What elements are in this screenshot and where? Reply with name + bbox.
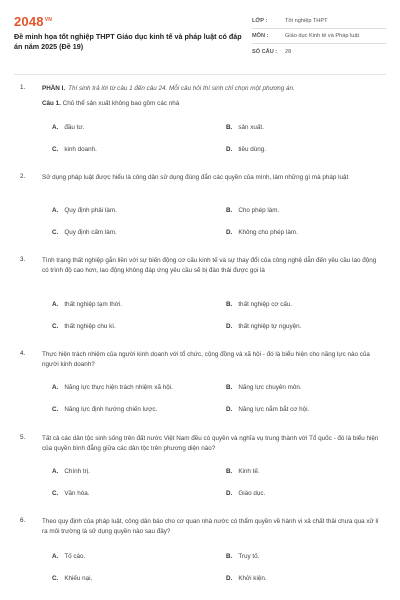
question-number: 4.: [20, 350, 26, 357]
meta-value: Giáo dục Kinh tế và Pháp luật: [285, 33, 360, 39]
document-header: [14, 10, 386, 70]
header-divider: [14, 74, 386, 75]
answer-option-a[interactable]: A. đầu tư.: [52, 124, 85, 131]
answer-option-b[interactable]: B. thất nghiệp cơ cấu.: [226, 301, 293, 308]
answer-option-d[interactable]: D. tiêu dùng.: [226, 146, 266, 153]
meta-value: 28: [285, 48, 292, 55]
meta-label: MÔN :: [252, 33, 269, 39]
answer-option-a[interactable]: A. Chính trị.: [52, 468, 90, 475]
document-title: Đề minh họa tốt nghiệp THPT Giáo dục kinh tế và pháp luật có đáp án năm 2025 (Đề 19): [14, 32, 242, 51]
answer-option-d[interactable]: D. Năng lực nắm bắt cơ hội.: [226, 406, 310, 413]
question-text: Sử dụng pháp luật được hiểu là công dân sử dụng đúng đắn các quyền của mình, làm những gì mà pháp luật: [42, 174, 349, 181]
answer-option-d[interactable]: D. Không cho phép làm.: [226, 229, 298, 236]
meta-label: LỚP :: [252, 18, 268, 24]
meta-row-class: [252, 14, 386, 29]
answer-option-c[interactable]: C. Văn hóa.: [52, 490, 90, 497]
answer-option-b[interactable]: B. Cho phép làm.: [226, 207, 280, 214]
meta-label: SỐ CÂU :: [252, 48, 278, 55]
question-text: Tình trạng thất nghiệp gắn liền với sự biến động cơ cấu kinh tế và sự thay đổi của công nghệ dẫn đến yêu cầu lao động có trình độ cao hơn, lao động không đáp ứng yêu cầu sẽ bị đào thải được gọi là: [42, 257, 377, 274]
meta-row-subject: [252, 29, 386, 44]
answer-option-c[interactable]: C. thất nghiệp chu kì.: [52, 323, 116, 330]
answer-option-b[interactable]: B. Truy tố.: [226, 553, 260, 560]
answer-option-b[interactable]: B. sản xuất.: [226, 124, 264, 131]
question-text: [42, 84, 382, 94]
sub-question: Câu 1. Chủ thể sản xuất không bao gồm các nhà: [42, 100, 180, 107]
question-text: Theo quy định của pháp luật, công dân báo cho cơ quan nhà nước có thẩm quyền về hành vi xả chất thải chưa qua xử lí ra môi trường là sử dụng quyền nào sau đây?: [42, 518, 379, 535]
question-number: 3.: [20, 256, 26, 263]
answer-option-a[interactable]: A. Năng lực thực hiện trách nhiệm xã hội.: [52, 384, 173, 391]
question-number: 1.: [20, 84, 26, 91]
answer-option-b[interactable]: B. Kinh tế.: [226, 468, 260, 475]
answer-option-a[interactable]: A. Quy định phải làm.: [52, 207, 117, 214]
question-number: 5.: [20, 434, 26, 441]
meta-row-count: [252, 44, 386, 59]
answer-option-c[interactable]: C. Quy định cấm làm.: [52, 229, 117, 236]
document-meta-table: [252, 14, 386, 59]
question-number: 2.: [20, 173, 26, 180]
site-logo[interactable]: $2048^{VN}$: [14, 14, 53, 29]
answer-option-c[interactable]: C. kinh doanh.: [52, 146, 97, 153]
question-text: Thực hiện trách nhiệm của người kinh doanh với tổ chức, cộng đồng và xã hội - đó là biểu hiện cho năng lực nào của người kinh doanh?: [42, 351, 370, 368]
answer-option-d[interactable]: D. thất nghiệp tự nguyện.: [226, 323, 302, 330]
part-label: PHẦN I.: [42, 85, 66, 92]
answer-option-d[interactable]: D. Giáo dục.: [226, 490, 266, 497]
question-text: Tất cả các dân tộc sinh sống trên đất nước Việt Nam đều có quyền và nghĩa vụ trung thành với Tổ quốc - đó là biểu hiện của quyền bình đẳng giữa các dân tộc trên phương diện nào?: [42, 435, 379, 452]
answer-option-a[interactable]: A. thất nghiệp tạm thời.: [52, 301, 122, 308]
part-instructions: Thí sinh trả lời từ câu 1 đến câu 24. Mỗi câu hỏi thí sinh chỉ chọn một phương án.: [68, 85, 295, 92]
meta-value: Tốt nghiệp THPT: [285, 18, 328, 24]
answer-option-c[interactable]: C. Khiếu nại.: [52, 575, 93, 582]
question-number: 6.: [20, 517, 26, 524]
answer-option-c[interactable]: C. Năng lực định hướng chiến lược.: [52, 406, 158, 413]
answer-option-b[interactable]: B. Năng lực chuyên môn.: [226, 384, 302, 391]
answer-option-d[interactable]: D. Khởi kiện.: [226, 575, 267, 582]
answer-option-a[interactable]: A. Tố cáo.: [52, 553, 86, 560]
